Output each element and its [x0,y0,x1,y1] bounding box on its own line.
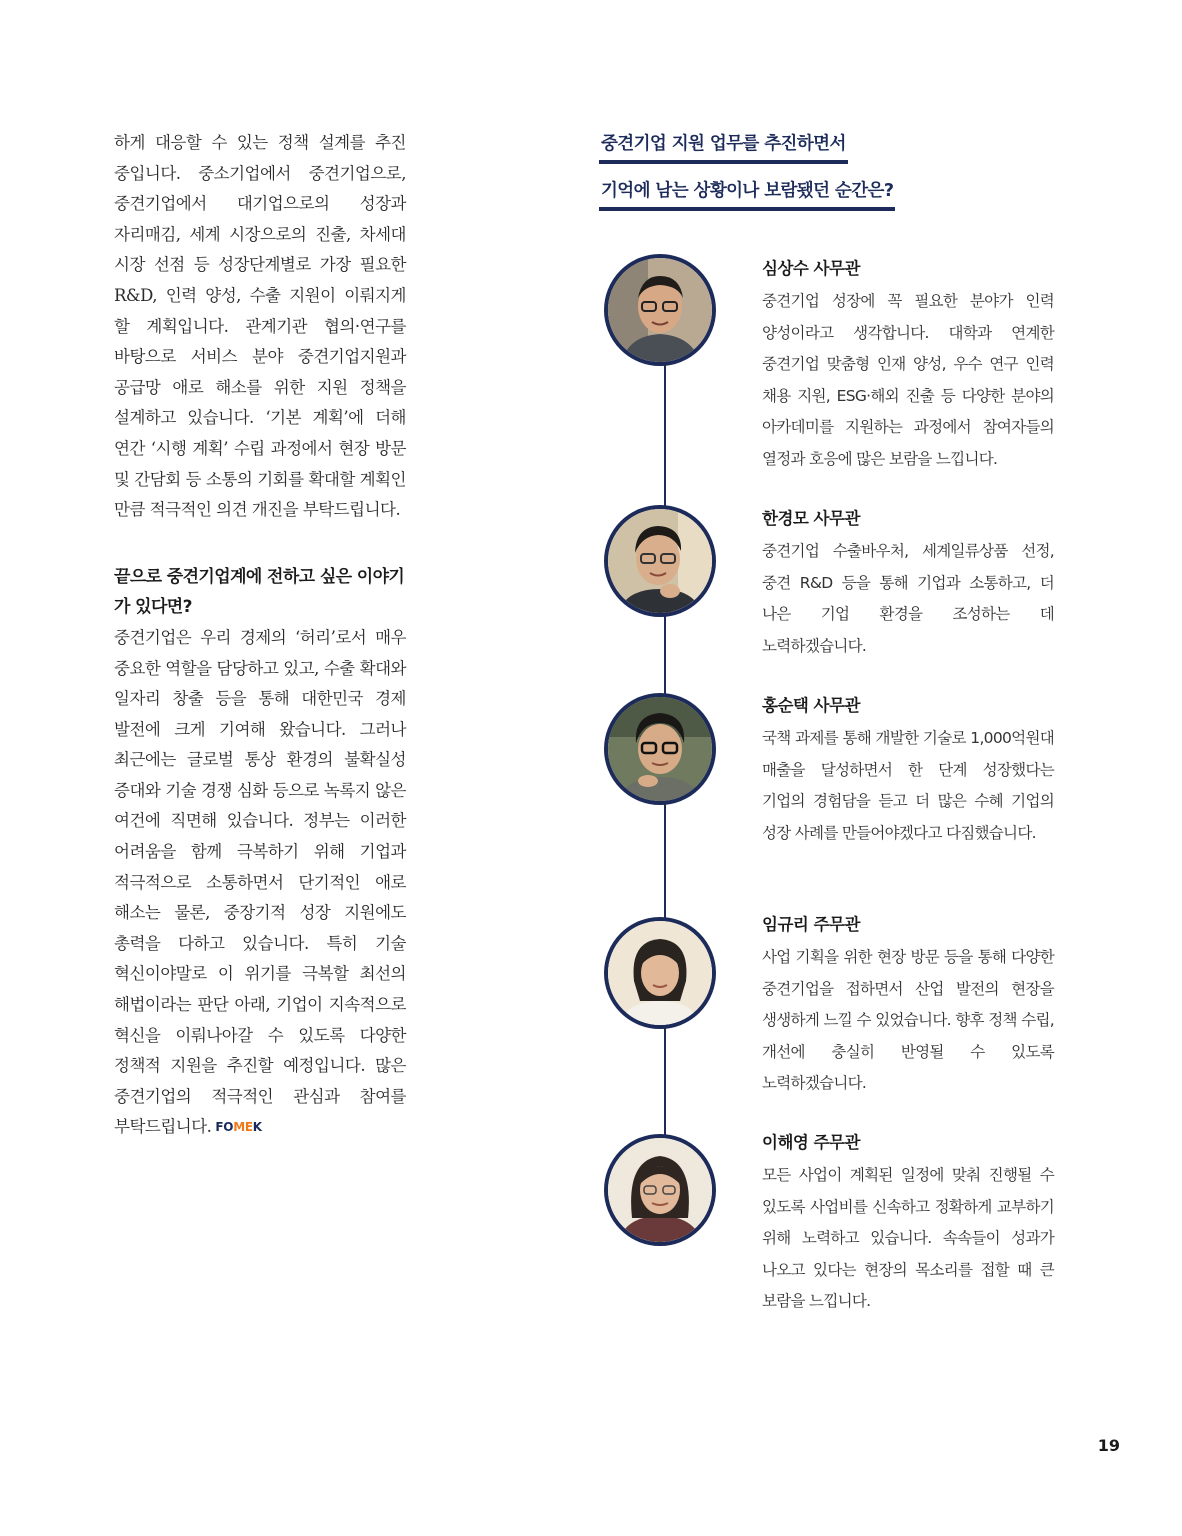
left-column [114,128,406,1143]
avatar-sim-sangsu [604,254,716,366]
page-number: 19 [1097,1436,1120,1455]
person-comment: 중견기업 수출바우처, 세계일류상품 선정, 중견 R&D 등을 통해 기업과 소통하고, 더 나은 기업 환경을 조성하는 데 노력하겠습니다. [762,542,1054,655]
person-name: 이해영 주무관 [762,1133,860,1152]
question-header [599,128,895,222]
person-photo-icon [608,921,712,1025]
person-comment: 모든 사업이 계획된 일정에 맞춰 진행될 수 있도록 사업비를 신속하고 정확하게 교부하기 위해 노력하고 있습니다. 속속들이 성과가 나오고 있다는 현장의 목소리를 접할 때 큰 보람을 느낍니다. [762,1166,1054,1310]
person-comment: 사업 기획을 위한 현장 방문 등을 통해 다양한 중견기업을 접하면서 산업 발전의 현장을 생생하게 느낄 수 있었습니다. 향후 정책 수립, 개선에 충실히 반영될 수 있도록 노력하겠습니다. [762,948,1054,1092]
question-line-2: 기억에 남는 상황이나 보람됐던 순간은? [599,175,895,211]
person-entry-2 [762,504,1054,662]
body-paragraph-2-text: 중견기업은 우리 경제의 ‘허리’로서 매우 중요한 역할을 담당하고 있고, 수출 확대와 일자리 창출 등을 통해 대한민국 경제 발전에 크게 기여해 왔습니다. 그러나 최근에는 글로벌 통상 환경의 불확실성 증대와 기술 경쟁 심화 등으로 녹록지 않은 여건에 직면해 있습니다. 정부는 이러한 어려움을 함께 극복하기 위해 기업과 적극적으로 소통하면서 단기적인 애로 해소는 물론, 중장기적 성장 지원에도 총력을 다하고 있습니다. 특히 기술 혁신이야말로 이 위기를 극복할 최선의 해법이라는 판단 아래, 기업이 지속적으로 혁신을 이뤄나아갈 수 있도록 다양한 정책적 지원을 추진할 예정입니다. 많은 중견기업의 적극적인 관심과 참여를 부탁드립니다. [114,627,406,1137]
person-photo-icon [608,509,712,613]
person-entry-5 [762,1128,1054,1318]
fomek-logo [215,1112,261,1143]
avatar-hong-suntaek [604,693,716,805]
logo-part-2: ME [233,1120,253,1135]
person-photo-icon [608,1138,712,1242]
person-comment: 중견기업 성장에 꼭 필요한 분야가 인력 양성이라고 생각합니다. 대학과 연계한 중견기업 맞춤형 인재 양성, 우수 연구 인력 채용 지원, ESG·해외 진출 등 다양한 분야의 아카데미를 지원하는 과정에서 참여자들의 열정과 호응에 많은 보람을 느낍니다. [762,292,1054,468]
person-entry-3 [762,691,1054,849]
person-photo-icon [608,258,712,362]
question-line-1: 중견기업 지원 업무를 추진하면서 [599,128,848,164]
person-comment: 국책 과제를 통해 개발한 기술로 1,000억원대 매출을 달성하면서 한 단계 성장했다는 기업의 경험담을 듣고 더 많은 수혜 기업의 성장 사례를 만들어야겠다고 다짐했습니다. [762,729,1054,842]
person-name: 심상수 사무관 [762,259,860,278]
person-entry-4 [762,910,1054,1100]
person-photo-icon [608,697,712,801]
avatar-han-gyeongmo [604,505,716,617]
logo-part-3: K [252,1120,262,1135]
avatar-im-gyuri [604,917,716,1029]
person-name: 임규리 주무관 [762,915,860,934]
body-paragraph-2 [114,623,406,1143]
person-name: 홍순택 사무관 [762,696,860,715]
logo-part-1: FO [215,1120,234,1135]
closing-question-heading: 끝으로 중견기업계에 전하고 싶은 이야기가 있다면? [114,566,405,618]
body-paragraph-1: 하게 대응할 수 있는 정책 설계를 추진 중입니다. 중소기업에서 중견기업으로, 중견기업에서 대기업으로의 성장과 자리매김, 세계 시장으로의 진출, 차세대 시장 선점 등 성장단계별로 가장 필요한 R&D, 인력 양성, 수출 지원이 이뤄지게 할 계획입니다. 관계기관 협의·연구를 바탕으로 서비스 분야 중견기업지원과 공급망 애로 해소를 위한 지원 정책을 설계하고 있습니다. ‘기본 계획’에 더해 연간 ‘시행 계획’ 수립 과정에서 현장 방문 및 간담회 등 소통의 기회를 확대할 계획인 만큼 적극적인 의견 개진을 부탁드립니다. [114,133,406,520]
person-entry-1 [762,254,1054,475]
person-name: 한경모 사무관 [762,509,860,528]
avatar-lee-haeyoung [604,1134,716,1246]
